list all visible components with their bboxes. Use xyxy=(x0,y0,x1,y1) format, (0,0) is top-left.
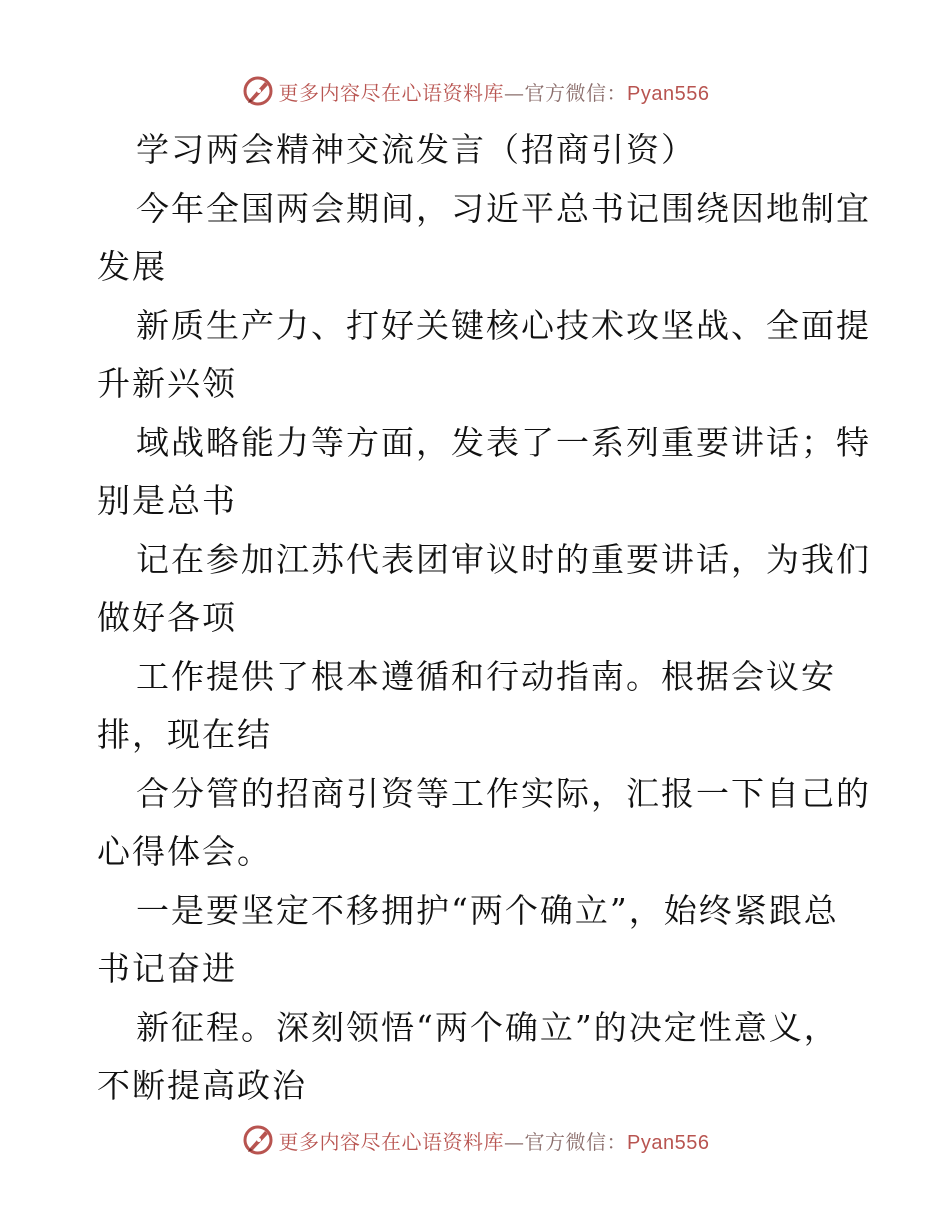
text-line: 新质生产力、打好关键核心技术攻坚战、全面提 xyxy=(136,305,871,345)
quill-pen-icon xyxy=(241,74,275,108)
banner-wechat-id: Pyan556 xyxy=(627,82,710,105)
footer-banner xyxy=(0,1123,950,1157)
text-line: 发展 xyxy=(97,247,167,286)
text-line: 做好各项 xyxy=(97,598,237,637)
banner-label: 官方微信： xyxy=(524,1129,628,1154)
banner-separator: — xyxy=(504,1129,525,1154)
banner-wechat-id: Pyan556 xyxy=(627,1131,710,1154)
text-line: 升新兴领 xyxy=(97,364,237,403)
banner-text xyxy=(279,1126,710,1155)
text-line: 书记奋进 xyxy=(97,949,237,988)
text-line: 别是总书 xyxy=(97,481,237,520)
document-body xyxy=(97,121,871,1116)
banner-text xyxy=(279,77,710,106)
text-line: 合分管的招商引资等工作实际，汇报一下自己的 xyxy=(136,773,871,813)
banner-main-text: 更多内容尽在心语资料库 xyxy=(278,1129,505,1154)
banner-separator: — xyxy=(504,80,525,105)
text-line: 今年全国两会期间，习近平总书记围绕因地制宜 xyxy=(136,188,871,228)
text-line: 记在参加江苏代表团审议时的重要讲话，为我们 xyxy=(136,539,871,579)
banner-label: 官方微信： xyxy=(524,80,628,105)
header-banner xyxy=(0,74,950,108)
document-title: 学习两会精神交流发言（招商引资） xyxy=(136,130,696,169)
text-line: 心得体会。 xyxy=(97,832,272,871)
text-line: 不断提高政治 xyxy=(97,1066,307,1105)
banner-main-text: 更多内容尽在心语资料库 xyxy=(278,80,505,105)
text-line: 排，现在结 xyxy=(97,715,272,754)
text-line: 工作提供了根本遵循和行动指南。根据会议安 xyxy=(136,656,836,696)
text-line: 域战略能力等方面，发表了一系列重要讲话；特 xyxy=(136,422,871,462)
quill-pen-icon xyxy=(241,1123,275,1157)
text-line: 一是要坚定不移拥护“两个确立”，始终紧跟总 xyxy=(136,890,839,930)
text-line: 新征程。深刻领悟“两个确立”的决定性意义， xyxy=(136,1007,839,1047)
